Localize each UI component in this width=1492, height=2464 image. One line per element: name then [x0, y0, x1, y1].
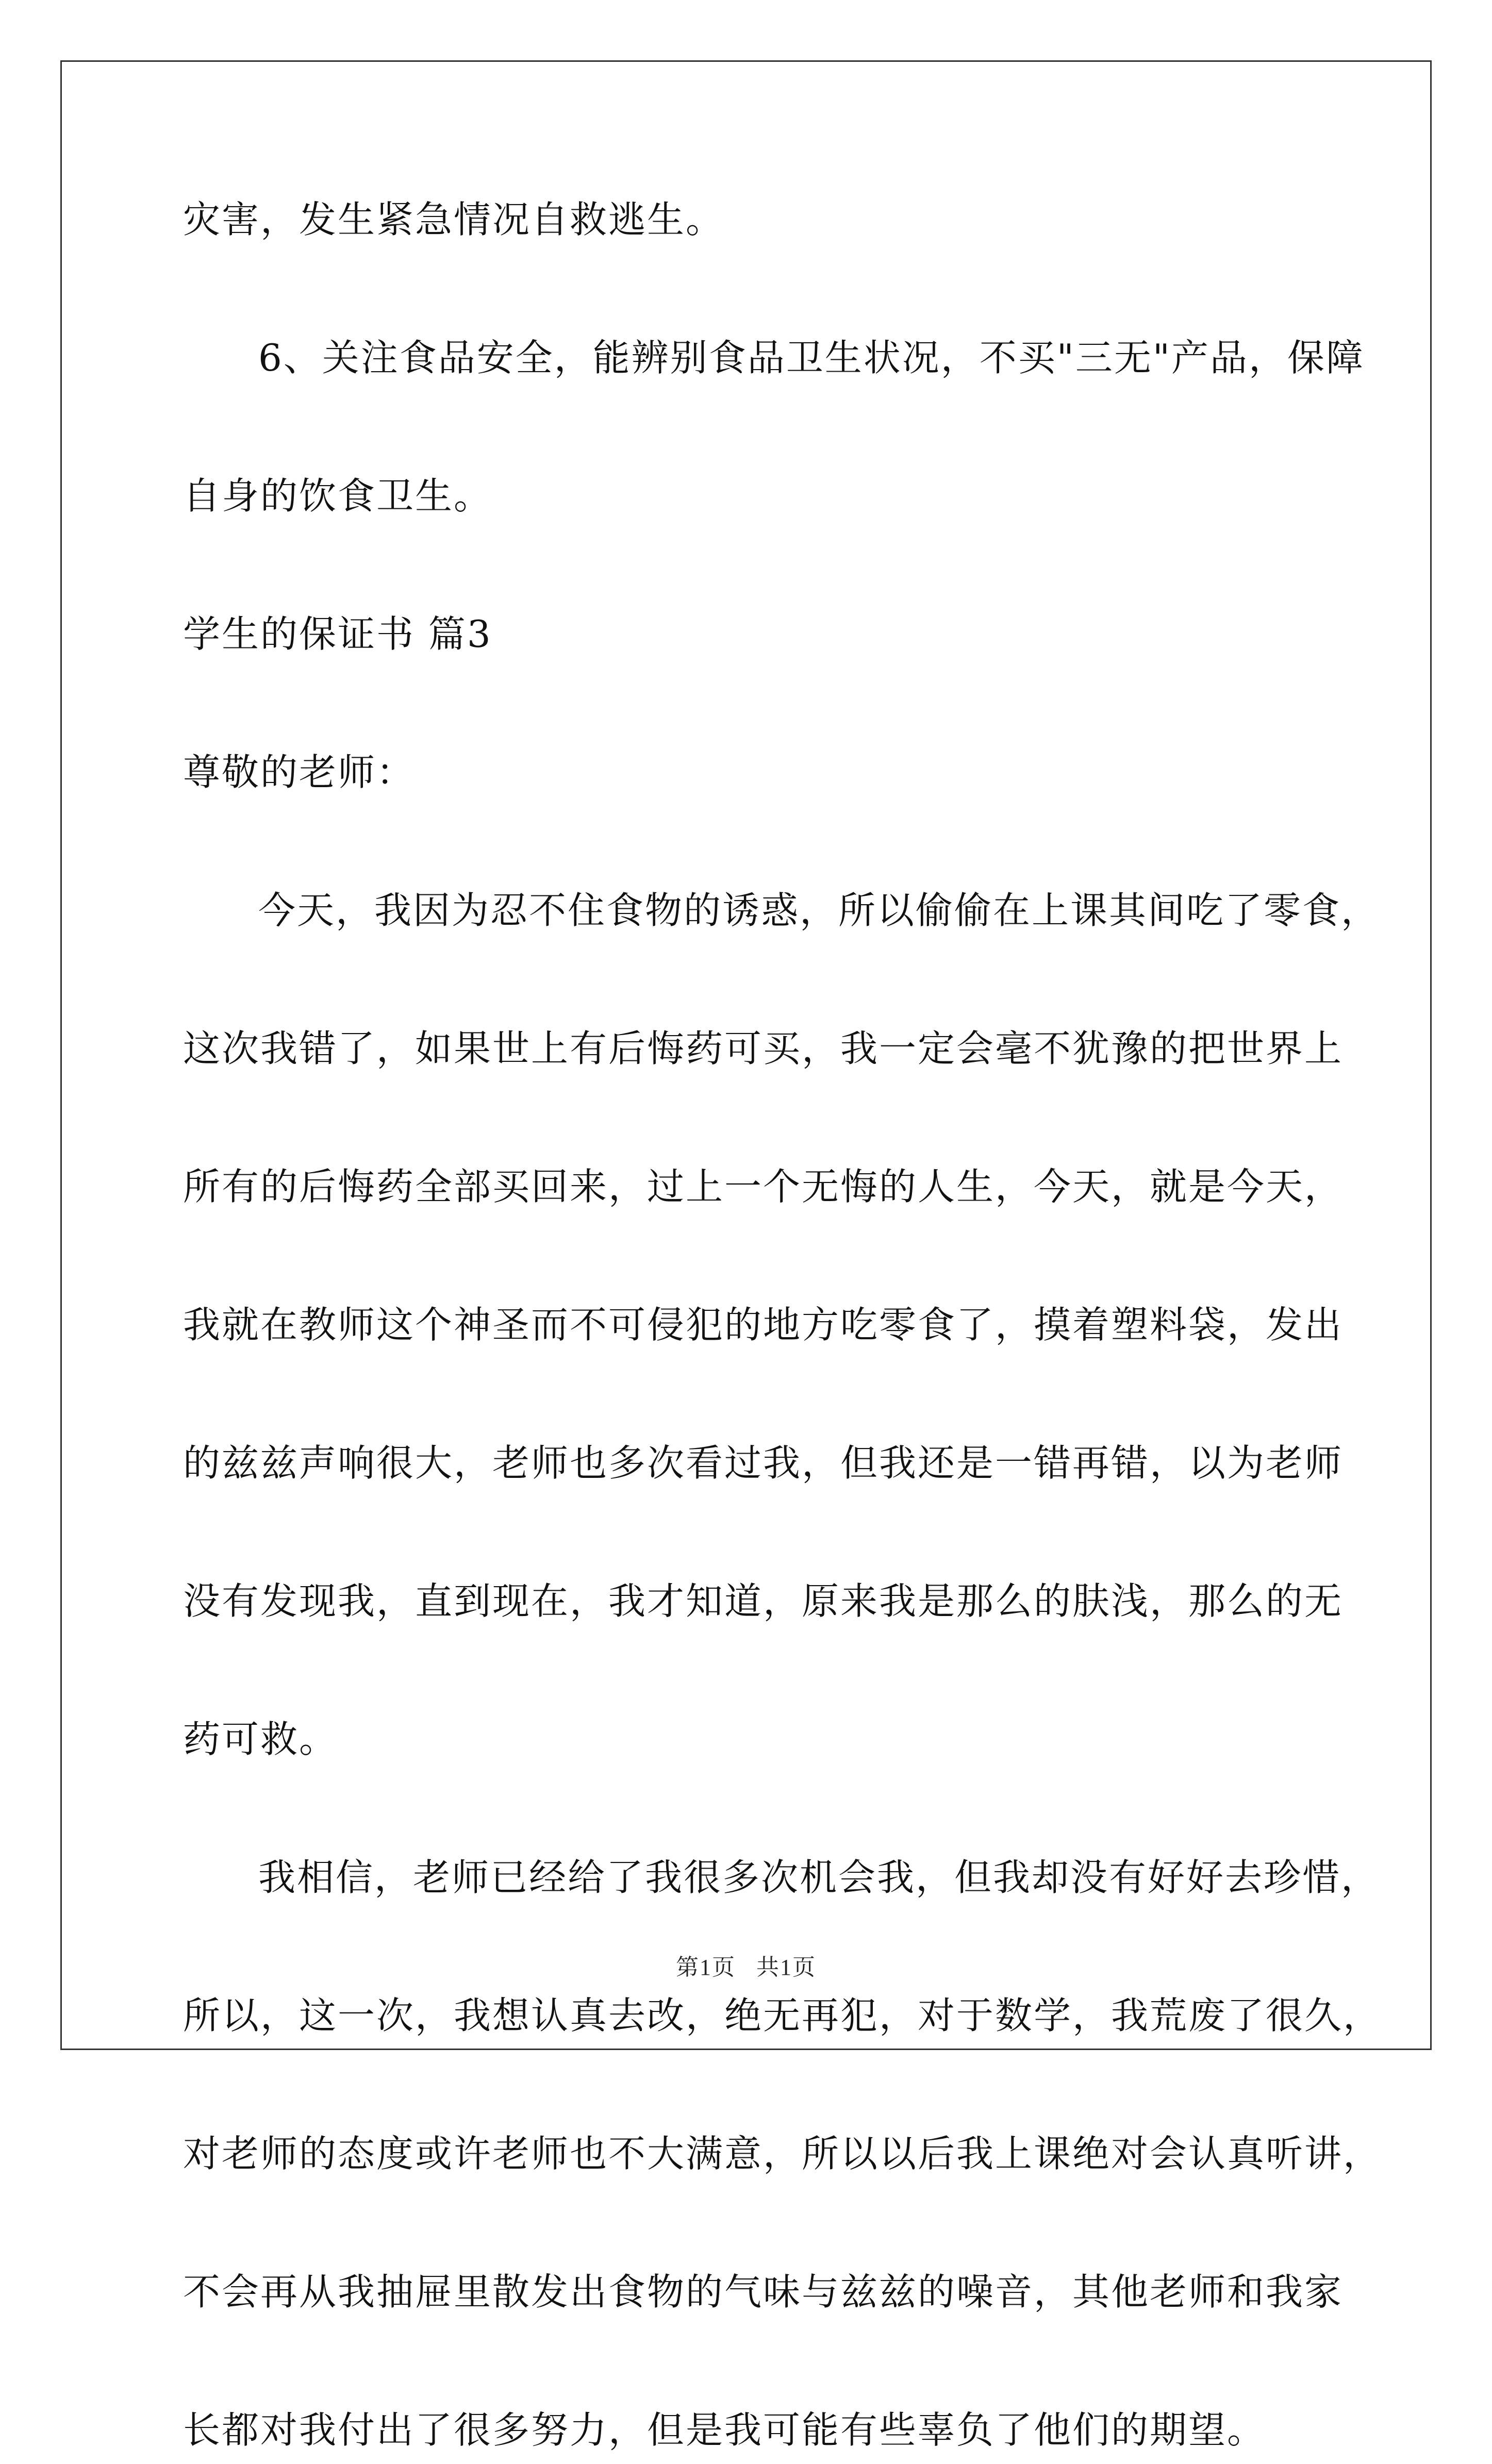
text-line-15: 对老师的态度或许老师也不大满意，所以以后我上课绝对会认真听讲，: [183, 2132, 1382, 2175]
text-line-8: 所有的后悔药全部买回来，过上一个无悔的人生，今天，就是今天，: [183, 1165, 1344, 1208]
page-total: 共1页: [756, 1955, 816, 1980]
text-line-2: 6、关注食品安全，能辨别食品卫生状况，不买"三无"产品，保障: [258, 336, 1365, 379]
text-line-9: 我就在教师这个神圣而不可侵犯的地方吃零食了，摸着塑料袋，发出: [183, 1303, 1344, 1346]
text-line-11: 没有发现我，直到现在，我才知道，原来我是那么的肤浅，那么的无: [183, 1579, 1344, 1623]
text-line-3: 自身的饮食卫生。: [183, 474, 493, 518]
text-line-7: 这次我错了，如果世上有后悔药可买，我一定会毫不犹豫的把世界上: [183, 1027, 1344, 1070]
page-footer: [0, 1949, 1492, 1982]
page-number: 第1页: [676, 1955, 736, 1980]
salutation: 尊敬的老师：: [183, 751, 416, 794]
document-body: [183, 186, 1382, 2464]
text-line-16: 不会再从我抽屉里散发出食物的气味与兹兹的噪音，其他老师和我家: [183, 2270, 1344, 2313]
text-line-1: 灾害，发生紧急情况自救逃生。: [183, 198, 725, 241]
text-line-10: 的兹兹声响很大，老师也多次看过我，但我还是一错再错，以为老师: [183, 1441, 1344, 1485]
text-line-6: 今天，我因为忍不住食物的诱惑，所以偷偷在上课其间吃了零食，: [258, 889, 1380, 932]
text-line-12: 药可救。: [183, 1718, 338, 1761]
text-line-17: 长都对我付出了很多努力，但是我可能有些辜负了他们的期望。: [183, 2408, 1266, 2452]
text-line-14: 所以，这一次，我想认真去改，绝无再犯，对于数学，我荒废了很久，: [183, 1994, 1382, 2037]
text-line-13: 我相信，老师已经给了我很多次机会我，但我却没有好好去珍惜，: [258, 1856, 1380, 1899]
section-heading: 学生的保证书 篇3: [183, 612, 492, 656]
